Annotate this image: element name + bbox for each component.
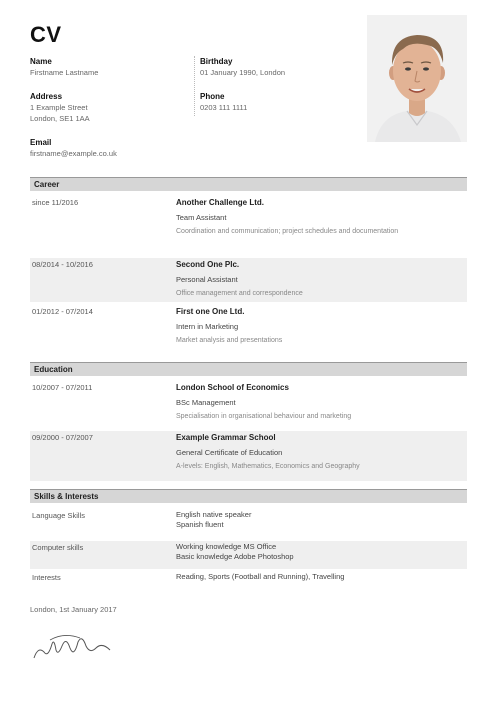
birthday-block [200, 56, 285, 78]
birthday-value: 01 January 1990, London [200, 68, 286, 77]
signature [30, 628, 120, 664]
career-entry [30, 196, 467, 258]
skills-line: Basic knowledge Adobe Photoshop [176, 552, 294, 561]
name-value: Firstname Lastname [30, 68, 99, 77]
education-entry [30, 431, 467, 481]
skills-label: Language Skills [32, 511, 85, 520]
education-org: Example Grammar School [176, 433, 276, 442]
page-title: CV [30, 22, 62, 47]
career-org: First one One Ltd. [176, 307, 245, 316]
skills-entry [30, 571, 467, 591]
education-desc: A-levels: English, Mathematics, Economics and Geography [176, 463, 360, 470]
career-org: Another Challenge Ltd. [176, 198, 264, 207]
career-heading: Career [30, 177, 467, 191]
address-label: Address [30, 92, 63, 101]
career-desc: Coordination and communication; project schedules and documentation [176, 228, 399, 235]
name-label: Name [30, 57, 52, 66]
phone-block [200, 91, 247, 113]
career-date: 08/2014 - 10/2016 [32, 260, 93, 269]
career-role: Intern in Marketing [176, 322, 239, 331]
education-role: BSc Management [176, 398, 236, 407]
birthday-label: Birthday [200, 57, 233, 66]
skills-label: Computer skills [32, 543, 84, 552]
skills-line: Working knowledge MS Office [176, 542, 277, 551]
email-label: Email [30, 138, 52, 147]
profile-photo [367, 15, 467, 142]
career-date: 01/2012 - 07/2014 [32, 307, 93, 316]
skills-entry [30, 541, 467, 569]
education-role: General Certificate of Education [176, 448, 283, 457]
address-block [30, 91, 90, 124]
career-entry [30, 305, 467, 355]
career-desc: Office management and correspondence [176, 290, 303, 297]
education-entry [30, 381, 467, 431]
education-heading: Education [30, 362, 467, 376]
skills-line: Spanish fluent [176, 520, 224, 529]
column-divider [194, 56, 196, 116]
career-role: Personal Assistant [176, 275, 238, 284]
address-line-1: 1 Example Street [30, 103, 88, 112]
skills-line: Reading, Sports (Football and Running), Travelling [176, 572, 345, 581]
skills-label: Interests [32, 573, 61, 582]
email-block [30, 137, 117, 159]
education-date: 10/2007 - 07/2011 [32, 383, 93, 392]
email-value[interactable]: firstname@example.co.uk [30, 149, 117, 158]
education-desc: Specialisation in organisational behaviour and marketing [176, 413, 352, 420]
address-line-2: London, SE1 1AA [30, 114, 90, 123]
phone-label: Phone [200, 92, 225, 101]
career-entry [30, 258, 467, 302]
name-block [30, 56, 98, 78]
phone-value: 0203 111 1111 [200, 103, 248, 112]
career-org: Second One Plc. [176, 260, 240, 269]
portrait-image [367, 15, 467, 142]
education-org: London School of Economics [176, 383, 289, 392]
education-date: 09/2000 - 07/2007 [32, 433, 93, 442]
career-role: Team Assistant [176, 213, 227, 222]
career-desc: Market analysis and presentations [176, 337, 283, 344]
skills-heading: Skills & Interests [30, 489, 467, 503]
place-date: London, 1st January 2017 [30, 605, 117, 614]
skills-entry [30, 509, 467, 539]
skills-line: English native speaker [176, 510, 252, 519]
career-date: since 11/2016 [32, 198, 79, 207]
